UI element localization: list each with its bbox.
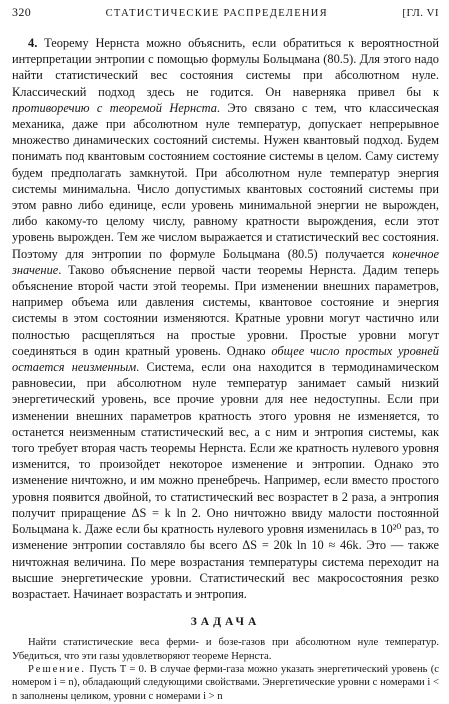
- task-body: [12, 636, 439, 703]
- text-segment: . Таково объяснение первой части теоремы Нернста. Дадим теперь объяснение второй части этой теоремы. При изменении внешних параметров, например объема или давления системы, квантовое состояние и энергия системы в этом состоянии изменяются. Кратные уровни могут частично или полностью расщепляться на простые уровни. Простые уровни могут соединяться в один кратный уровень. Однако: [12, 262, 439, 358]
- running-title: СТАТИСТИЧЕСКИЕ РАСПРЕДЕЛЕНИЯ: [105, 8, 328, 19]
- solution-text: Пусть T = 0. В случае ферми-газа можно указать энергетический уровень (с номером i = n), обладающий следующими свойствами. Энергетические уровни с номерами i < n заполнены целиком, уровни с номерами i > n: [12, 663, 439, 702]
- emphasis-text: общее число простых уровней остается неизменным: [12, 343, 440, 375]
- paragraph-nernst: [12, 35, 439, 602]
- emphasis-text: конечное значение: [12, 246, 439, 277]
- text-segment: . Система, если она находится в термодинамическом равновесии, при абсолютном нуле температур занимает самый низкий энергетический уровень, все прочие уровни для нее недоступны. Если при изменении внешних параметров кратность этого уровня не изменяется, то останется неизменным статистический вес, а с ним и энтропия системы, как того требует вторая часть теоремы Нернста. Если же кратность нулевого уровня изменится, то произойдет некоторое изменение и энтропии. Однако это изменение ничтожно, и им можно пренебречь. Например, если вместо простого уровня появится двойной, то статистический вес возрастет в 2 раза, а энтропия получит приращение ΔS = k ln 2. Оно ничтожно ввиду малости постоянной Больцмана k. Даже если бы кратность нулевого уровня изменилась в 10²⁰ раз, то изменение энтропии составляло бы всего ΔS = 20k ln 10 ≈ 46k. Это — также ничтожная величина. По мере возрастания температуры система переходит на высшие энергетические уровни. Статистический вес макросостояния резко возрастает. Начинает возрастать и энтропия.: [12, 360, 439, 601]
- task-solution: [12, 663, 439, 703]
- task-statement: Найти статистические веса ферми- и бозе-газов при абсолютном нуле температур. Убедиться, что эти газы удовлетворяют теореме Нернста.: [12, 637, 439, 662]
- page-number: 320: [12, 5, 32, 19]
- solution-label: Решение.: [28, 663, 87, 675]
- task-heading: ЗАДАЧА: [190, 616, 261, 629]
- item-number: 4.: [28, 36, 38, 50]
- text-segment: . Это связано с тем, что классическая механика, даже при абсолютном нуле температур, допускает непрерывное множество динамических состояний системы. Нужен квантовый подход. Будем понимать под квантовым состоянием состояние системы в целом. Саму систему будем предполагать замкнутой. При абсолютном нуле температур энергия системы минимальна. Число допустимых квантовых состояний системы при этом равно либо единице, если уровень минимальной энергии не вырожден, либо какому-то целому числу, равному кратности вырождения, если этот уровень вырожден. Тем же числом выражается и статистический вес состояния. Поэтому для энтропии по формуле Больцмана (80.5) получается: [12, 100, 439, 261]
- text-segment: Теорему Нернста можно объяснить, если обратиться к вероятностной интерпретации энтропии с помощью формулы Больцмана (80.5). Для этого надо найти статистический вес состояния системы при абсолютном нуле. Классический подход здесь не годится. Он наверняка привел бы к: [12, 36, 439, 99]
- chapter-label: [ГЛ. VI: [402, 7, 439, 19]
- main-text: [12, 35, 439, 602]
- emphasis-text: противоречию с теоремой Нернста: [12, 100, 217, 115]
- running-header: [12, 5, 439, 23]
